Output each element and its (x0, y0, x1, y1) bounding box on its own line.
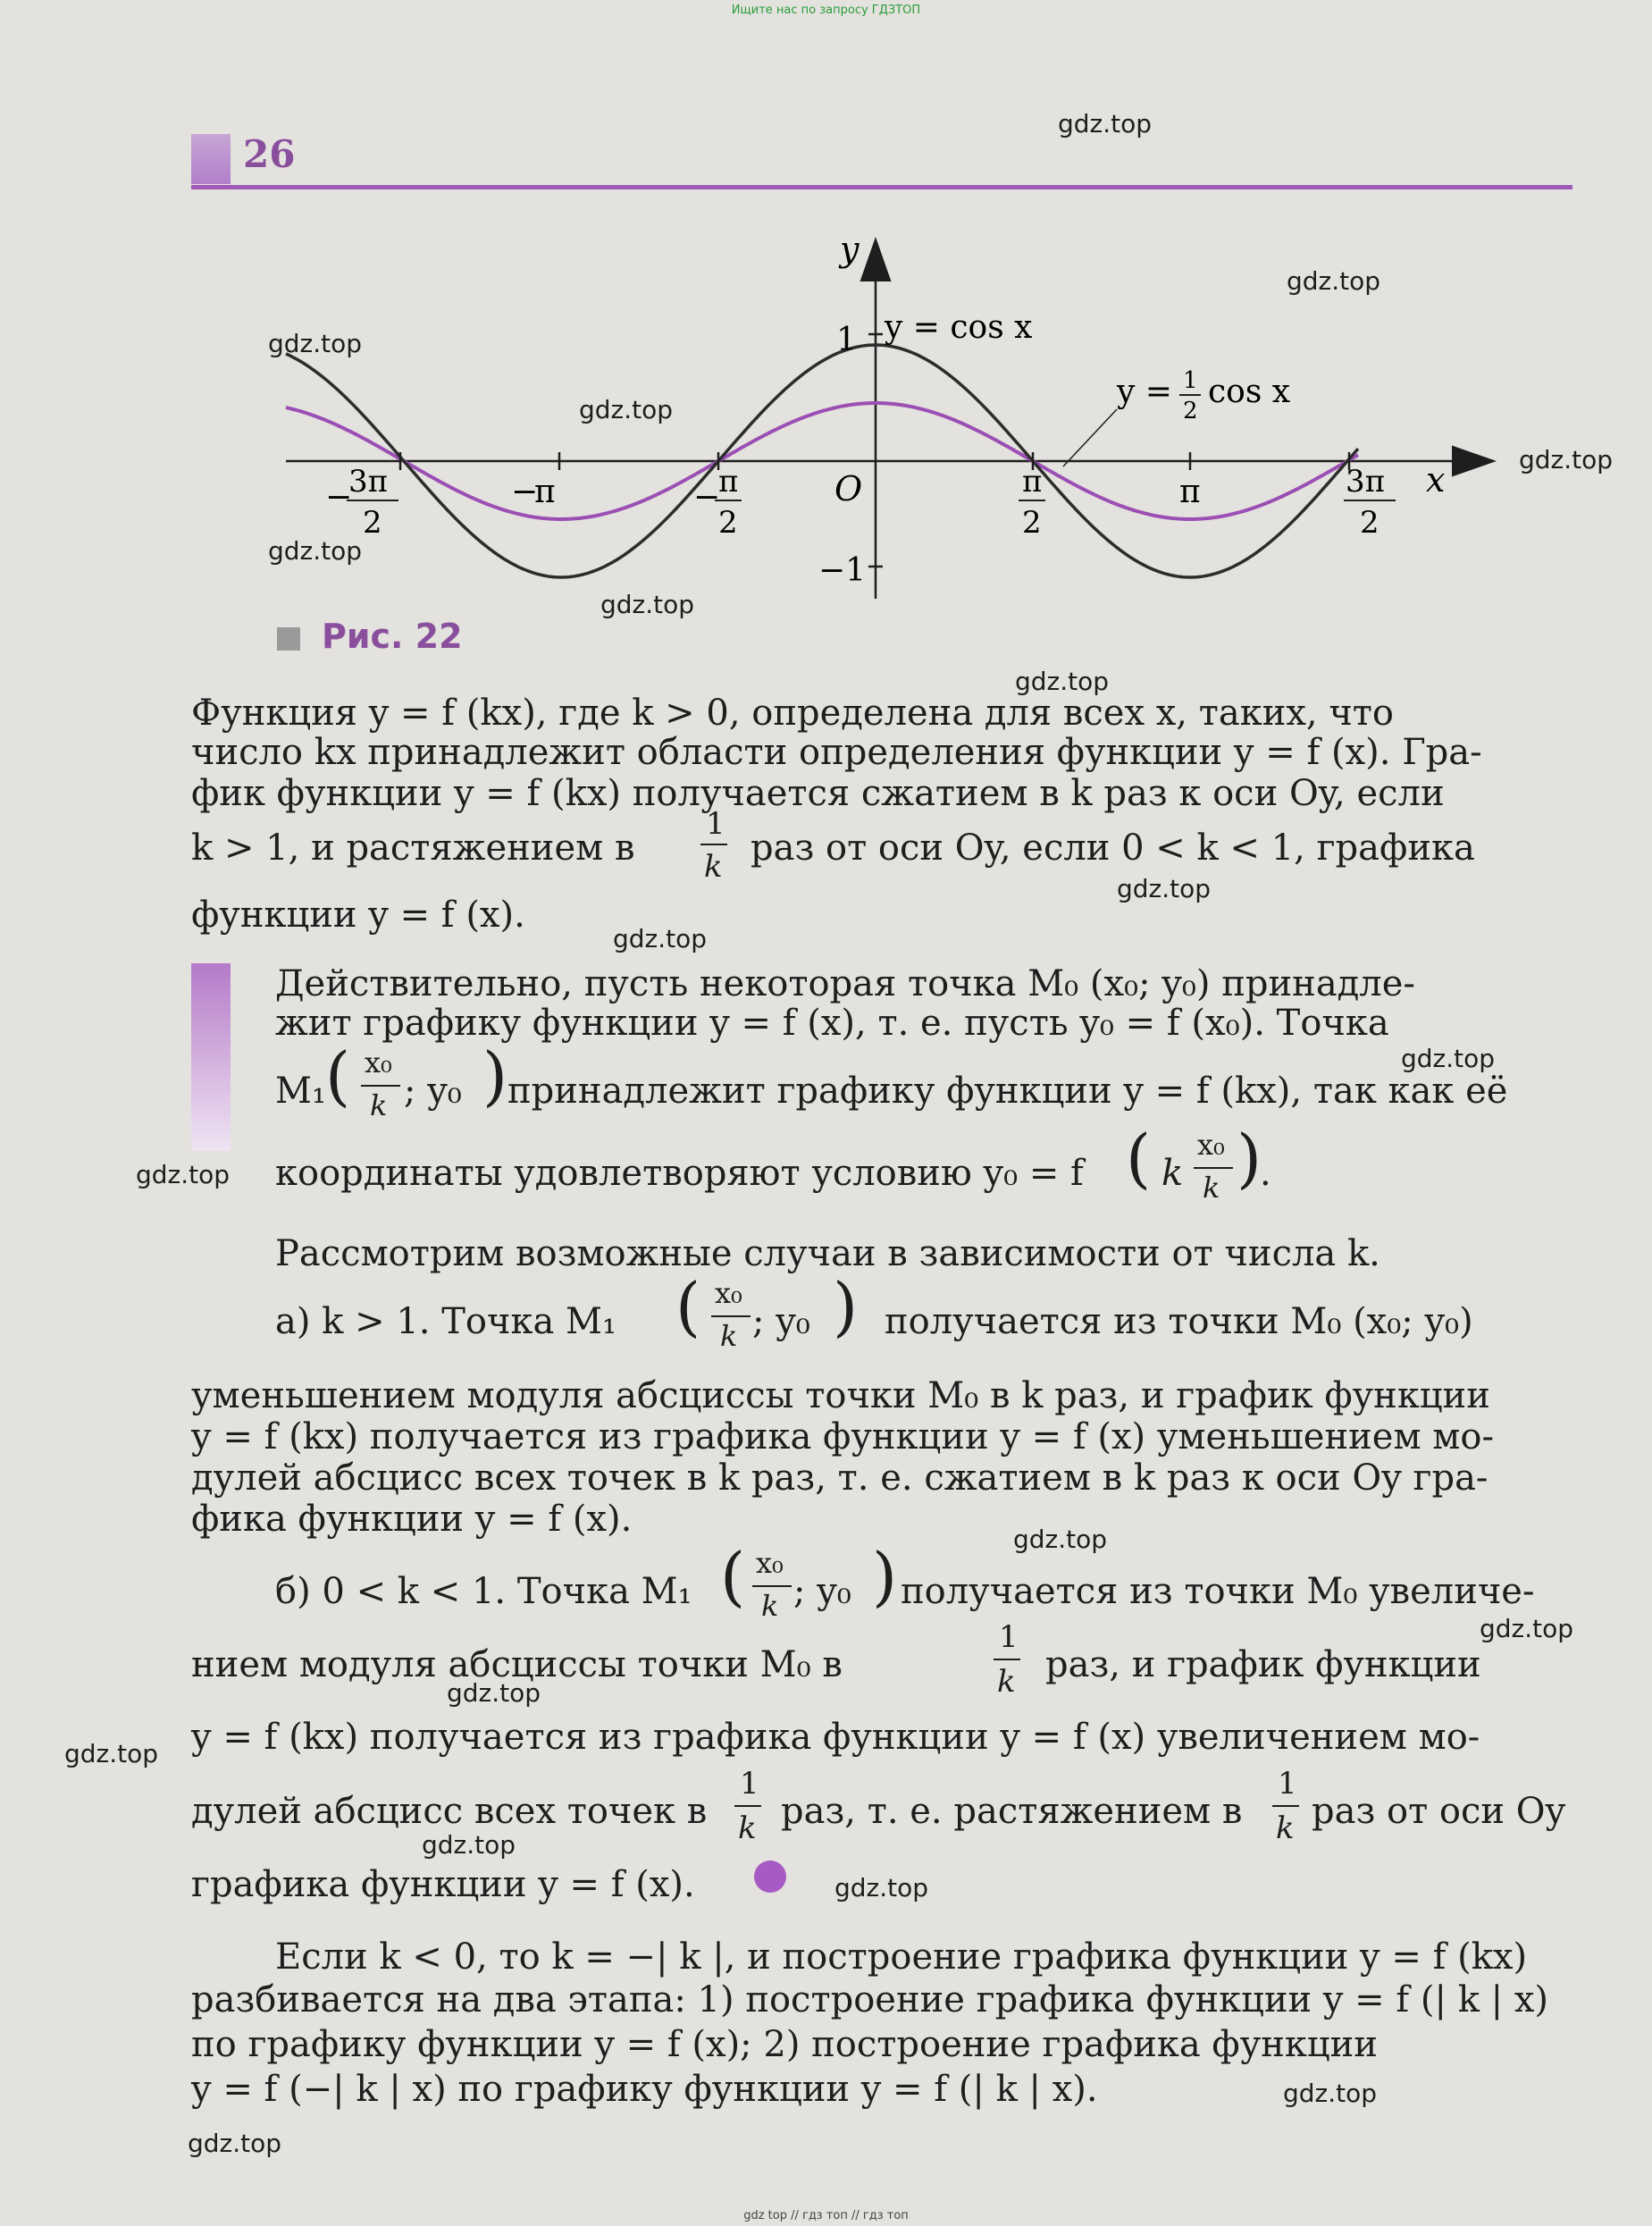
para4-line2: разбивается на два этапа: 1) построение графика функции y = f (| k | x) (191, 1979, 1549, 2020)
para2-frac2-num: x₀ (1197, 1128, 1225, 1162)
paren-left: ( (720, 1539, 746, 1614)
case-b-line3: y = f (kx) получается из графика функции y = f (x) увеличением мо- (191, 1717, 1480, 1758)
curve-half-cos-prefix: y = (1117, 374, 1172, 410)
case-b-line4a: дулей абсцисс всех точек в (191, 1791, 708, 1832)
case-a-frac-num: x₀ (715, 1276, 742, 1310)
watermark: gdz.top (1401, 1044, 1496, 1073)
case-a-line4: дулей абсцисс всех точек в k раз, т. е. сжатием в k раз к оси Oy гра- (191, 1457, 1488, 1499)
case-b-line1b: получается из точки M₀ увеличе- (901, 1571, 1535, 1612)
para4-line3: по графику функции y = f (x); 2) построение графика функции (191, 2024, 1378, 2065)
case-b-frac4-num: 1 (1278, 1766, 1297, 1802)
label-leader (1063, 409, 1117, 466)
case-b-line2b: раз, и график функции (1045, 1644, 1481, 1685)
para2-y0: ; y₀ (404, 1071, 462, 1112)
para1-frac-num: 1 (706, 806, 725, 842)
x-label-mpi-minus: − (511, 474, 539, 510)
paren-left: ( (325, 1038, 351, 1113)
bottom-banner: gdz top // гдз топ // гдз топ (743, 2209, 909, 2222)
x-label-mpi2-den: 2 (718, 505, 738, 541)
paren-right: ) (872, 1539, 898, 1614)
watermark: gdz.top (422, 1830, 516, 1860)
paren-right: ) (833, 1269, 859, 1344)
watermark: gdz.top (268, 329, 363, 358)
curve-half-cos-suffix: cos x (1208, 374, 1291, 410)
curve-half-cos-num: 1 (1183, 367, 1198, 394)
watermark: gdz.top (613, 924, 708, 953)
case-a-y0: ; y₀ (752, 1301, 810, 1342)
watermark: gdz.top (1013, 1525, 1108, 1554)
case-b-line1a: б) 0 < k < 1. Точка M₁ (275, 1571, 692, 1612)
para2-frac-den: k (370, 1088, 388, 1122)
axis-x-label: x (1426, 460, 1446, 500)
watermark: gdz.top (447, 1678, 541, 1708)
para2-line1: Действительно, пусть некоторая точка M₀ (x₀; y₀) принадле- (275, 963, 1415, 1004)
page-number: 26 (243, 132, 296, 176)
x-label-minus: − (325, 479, 353, 516)
paren-right: ) (482, 1038, 508, 1113)
watermark: gdz.top (834, 1873, 929, 1903)
para1-line1: Функция y = f (kx), где k > 0, определена для всех x, таких, что (191, 693, 1395, 734)
figure-marker (277, 627, 300, 651)
case-b-frac2-num: 1 (999, 1619, 1019, 1655)
case-b-line4c: раз от оси Oy (1312, 1791, 1566, 1832)
watermark: gdz.top (1283, 2079, 1378, 2108)
watermark: gdz.top (188, 2129, 282, 2158)
case-b-line4b: раз, т. е. растяжением в (781, 1791, 1243, 1832)
x-label-3pi-den: 2 (363, 505, 382, 541)
x-label-3pi2-den: 2 (1360, 505, 1379, 541)
para1-line2: число kx принадлежит области определения функции y = f (x). Гра- (191, 732, 1482, 773)
figure-caption: Рис. 22 (322, 617, 463, 656)
case-b-frac3-num: 1 (740, 1766, 759, 1802)
proof-end-marker (754, 1861, 786, 1893)
watermark: gdz.top (1058, 109, 1153, 139)
y-tick-1-label: 1 (836, 322, 857, 358)
watermark: gdz.top (64, 1739, 159, 1768)
x-label-mpi: π (534, 474, 556, 510)
case-b-y0: ; y₀ (793, 1571, 851, 1612)
watermark: gdz.top (136, 1160, 231, 1189)
watermark: gdz.top (1519, 445, 1614, 475)
watermark: gdz.top (600, 590, 695, 619)
watermark: gdz.top (1287, 266, 1381, 296)
para2-m1: M₁ (275, 1071, 326, 1112)
x-label-mpi2-minus: − (693, 479, 721, 516)
case-a-line2: уменьшением модуля абсциссы точки M₀ в k раз, и график функции (191, 1375, 1490, 1416)
proof-marker (191, 963, 231, 1151)
para2-frac2-den: k (1203, 1171, 1220, 1205)
para2-line4a: координаты удовлетворяют условию y₀ = f (275, 1153, 1084, 1194)
case-b-frac-den: k (761, 1589, 779, 1623)
para1-frac-den: k (704, 849, 723, 885)
x-label-mpi2-num: π (718, 464, 739, 500)
top-banner: Ищите нас по запросу ГДЗТОП (731, 4, 921, 17)
case-a-frac-den: k (720, 1319, 738, 1353)
watermark: gdz.top (1480, 1614, 1574, 1643)
para1-line4b: раз от оси Oy, если 0 < k < 1, графика (751, 827, 1475, 869)
para1-line3: фик функции y = f (kx) получается сжатием в k раз к оси Oy, если (191, 773, 1445, 814)
x-label-pi2-num: π (1022, 464, 1043, 500)
x-label-3pi: 3π (348, 464, 388, 500)
paren-left: ( (1126, 1121, 1152, 1196)
page-number-marker (191, 134, 231, 184)
watermark: gdz.top (268, 536, 363, 566)
case-b-line2a: нием модуля абсциссы точки M₀ в (191, 1644, 843, 1685)
para2-k: k (1161, 1153, 1184, 1194)
curve-cos-label: y = cos x (885, 309, 1033, 346)
case-b-frac4-den: k (1276, 1810, 1295, 1846)
para2-frac-num: x₀ (365, 1046, 392, 1079)
para1-line5: функции y = f (x). (191, 895, 525, 936)
curve-half-cos-den: 2 (1183, 398, 1198, 424)
para1-line4a: k > 1, и растяжением в (191, 827, 635, 869)
para2-line2: жит графику функции y = f (x), т. е. пусть y₀ = f (x₀). Точка (275, 1003, 1389, 1044)
watermark: gdz.top (579, 395, 674, 424)
case-a-line1b: получается из точки M₀ (x₀; y₀) (885, 1301, 1473, 1342)
case-b-frac2-den: k (997, 1664, 1016, 1700)
para2-line3b: принадлежит графику функции y = f (kx), так как её (507, 1071, 1508, 1112)
case-b-frac3-den: k (738, 1810, 757, 1846)
case-a-line5: фика функции y = f (x). (191, 1499, 633, 1540)
case-b-line5: графика функции y = f (x). (191, 1864, 695, 1905)
axis-y-label: y (840, 230, 860, 269)
para2-line4b: . (1260, 1153, 1271, 1194)
origin-label: O (834, 469, 863, 508)
header-rule (191, 185, 1572, 189)
paren-right: ) (1237, 1121, 1262, 1196)
case-b-frac-num: x₀ (756, 1546, 784, 1580)
case-a-line1a: а) k > 1. Точка M₁ (275, 1301, 616, 1342)
cosine-figure (268, 223, 1519, 617)
watermark: gdz.top (1015, 667, 1110, 696)
paren-left: ( (675, 1269, 701, 1344)
case-a-line3: y = f (kx) получается из графика функции y = f (x) уменьшением мо- (191, 1416, 1495, 1457)
para4-line4: y = f (−| k | x) по графику функции y = f (| k | x). (191, 2069, 1098, 2110)
y-tick-m1-label: −1 (818, 552, 867, 589)
para4-line1: Если k < 0, то k = −| k |, и построение графика функции y = f (kx) (275, 1936, 1528, 1978)
x-label-pi: π (1179, 474, 1201, 510)
watermark: gdz.top (1117, 874, 1212, 903)
x-label-3pi2-num: 3π (1346, 464, 1385, 500)
x-label-pi2-den: 2 (1022, 505, 1042, 541)
para3: Рассмотрим возможные случаи в зависимости от числа k. (275, 1233, 1380, 1274)
